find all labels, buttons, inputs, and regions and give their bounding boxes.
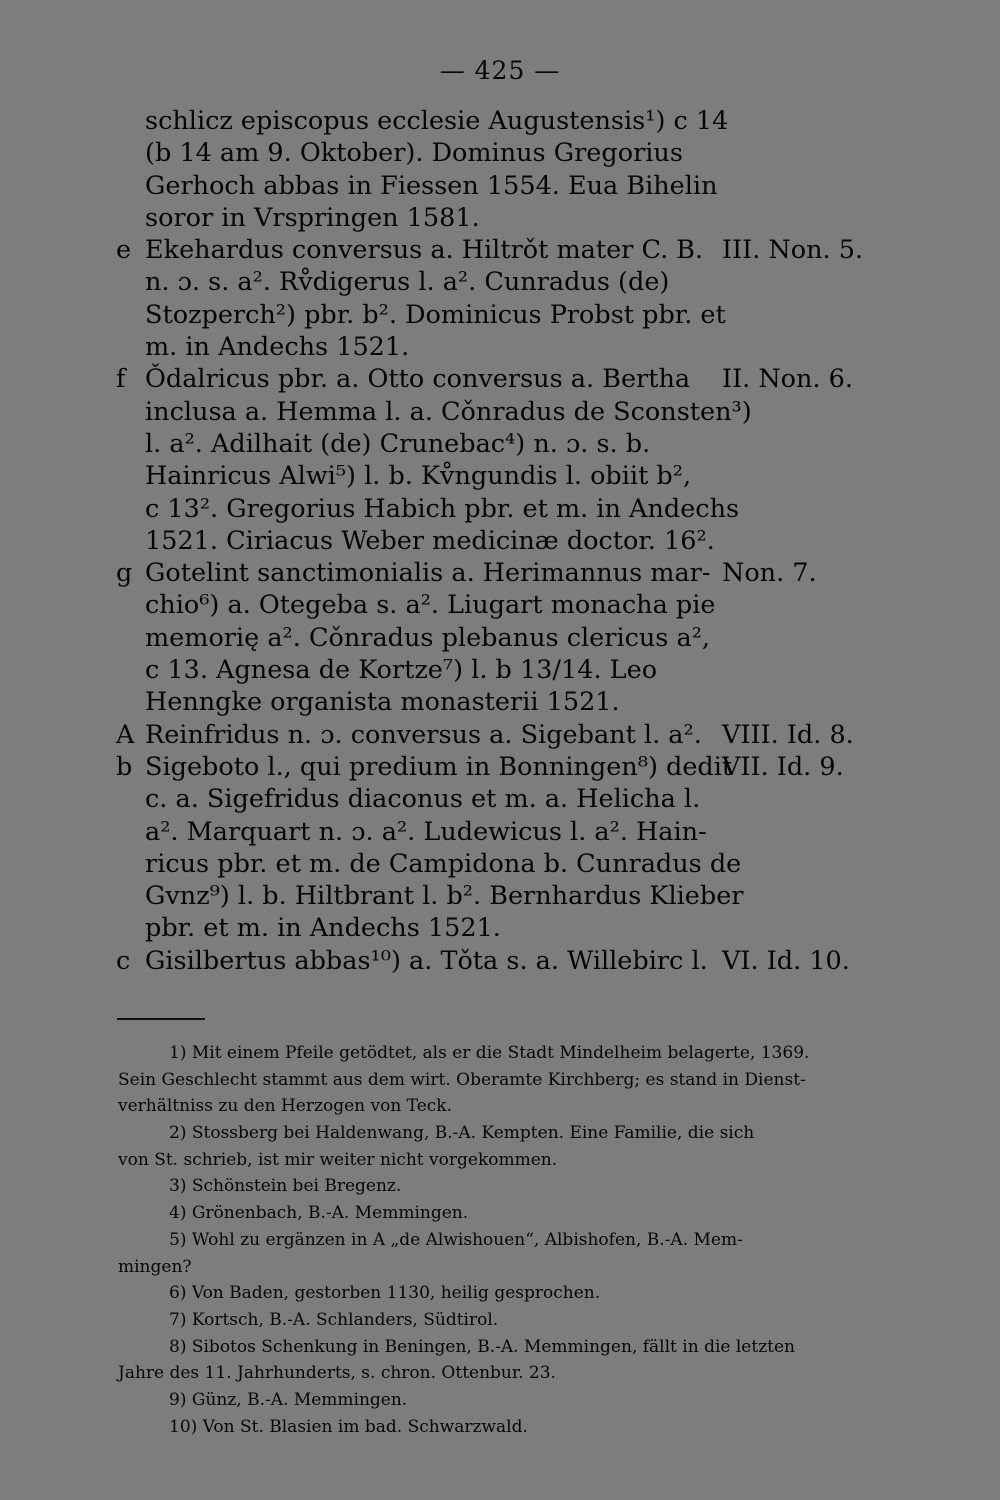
entry-text: Henngke organista monasterii 1521.	[145, 687, 620, 718]
footnote-line: 7) Kortsch, B.-A. Schlanders, Südtirol.	[169, 1309, 499, 1330]
entry-line	[0, 622, 1000, 654]
entry-line	[0, 654, 1000, 686]
footnotes	[0, 1040, 1000, 1440]
entry-text: c 13². Gregorius Habich pbr. et m. in Andechs	[145, 493, 740, 524]
footnote-line: 10) Von St. Blasien im bad. Schwarzwald.	[169, 1416, 528, 1437]
calendar-entry	[0, 234, 1000, 363]
entry-line	[0, 202, 1000, 234]
footnote-divider	[117, 1018, 205, 1020]
calendar-entries	[0, 105, 1000, 977]
entry-line	[0, 363, 1000, 395]
footnote-line: 8) Sibotos Schenkung in Beningen, B.-A. Memmingen, fällt in die letzten	[169, 1336, 795, 1357]
footnote-line: 2) Stossberg bei Haldenwang, B.-A. Kempten. Eine Familie, die sich	[169, 1123, 755, 1144]
footnote-line: 5) Wohl zu ergänzen in A „de Alwishouen“, Albishofen, B.-A. Mem-	[169, 1229, 743, 1250]
entry-text: Ekehardus conversus a. Hiltrǒt mater C. B.	[145, 235, 704, 266]
entry-line	[0, 783, 1000, 815]
entry-line	[0, 557, 1000, 589]
entry-line	[0, 945, 1000, 977]
entry-text: c. a. Sigefridus diaconus et m. a. Helicha l.	[145, 784, 701, 815]
page-number: — 425 —	[439, 56, 561, 85]
calendar-entry	[0, 363, 1000, 557]
footnote-line: 6) Von Baden, gestorben 1130, heilig gesprochen.	[169, 1283, 601, 1304]
entry-text: inclusa a. Hemma l. a. Cǒnradus de Sconsten³)	[145, 396, 752, 427]
roman-date: VII. Id. 9.	[722, 751, 844, 782]
footnote-continuation: von St. schrieb, ist mir weiter nicht vorgekommen.	[118, 1149, 558, 1170]
footnote-continuation: verhältniss zu den Herzogen von Teck.	[118, 1096, 452, 1117]
entry-text: soror in Vrspringen 1581.	[145, 202, 480, 233]
dominical-letter: A	[116, 719, 135, 750]
entry-text: Sigeboto l., qui predium in Bonningen⁸) dedit	[145, 751, 733, 782]
roman-date: VI. Id. 10.	[722, 945, 850, 976]
entry-text: Stozperch²) pbr. b². Dominicus Probst pbr. et	[145, 299, 726, 330]
entry-line	[0, 266, 1000, 298]
entry-text: 1521. Ciriacus Weber medicinæ doctor. 16².	[145, 525, 715, 556]
entry-text: Ǒdalricus pbr. a. Otto conversus a. Bertha	[145, 364, 691, 395]
dominical-letter: f	[116, 364, 126, 395]
entry-line	[0, 170, 1000, 202]
entry-text: chio⁶) a. Otegeba s. a². Liugart monacha pie	[145, 590, 716, 621]
entry-text: a². Marquart n. ɔ. a². Ludewicus l. a². Hain-	[145, 816, 707, 847]
entry-line	[0, 719, 1000, 751]
entry-line	[0, 460, 1000, 492]
entry-text: pbr. et m. in Andechs 1521.	[145, 913, 501, 944]
entry-text: Gisilbertus abbas¹⁰) a. Tǒta s. a. Willebirc l.	[145, 945, 708, 976]
entry-text: n. ɔ. s. a². Rv̊digerus l. a². Cunradus (de)	[145, 267, 670, 298]
entry-line	[0, 105, 1000, 137]
entry-text: Gerhoch abbas in Fiessen 1554. Eua Bihelin	[145, 170, 718, 201]
calendar-entry	[0, 105, 1000, 234]
calendar-entry	[0, 945, 1000, 977]
entry-line	[0, 428, 1000, 460]
entry-text: m. in Andechs 1521.	[145, 332, 410, 363]
footnote-line: 3) Schönstein bei Bregenz.	[169, 1176, 402, 1197]
entry-text: Gvnz⁹) l. b. Hiltbrant l. b². Bernhardus Klieber	[145, 881, 744, 912]
entry-text: memorię a². Cǒnradus plebanus clericus a²,	[145, 622, 711, 653]
footnote-continuation: mingen?	[118, 1256, 192, 1277]
footnote-continuation: Jahre des 11. Jahrhunderts, s. chron. Ottenbur. 23.	[118, 1363, 556, 1384]
entry-text: Gotelint sanctimonialis a. Herimannus mar-	[145, 558, 711, 589]
calendar-entry	[0, 557, 1000, 718]
dominical-letter: e	[116, 235, 132, 266]
entry-line	[0, 331, 1000, 363]
entry-line	[0, 299, 1000, 331]
entry-line	[0, 848, 1000, 880]
entry-text: Hainricus Alwi⁵) l. b. Kv̊ngundis l. obiit b²,	[145, 461, 692, 492]
footnote-line: 1) Mit einem Pfeile getödtet, als er die Stadt Mindelheim belagerte, 1369.	[169, 1043, 810, 1063]
entry-line	[0, 912, 1000, 944]
entry-line	[0, 396, 1000, 428]
entry-line	[0, 525, 1000, 557]
dominical-letter: c	[116, 945, 131, 976]
entry-line	[0, 137, 1000, 169]
entry-text: schlicz episcopus ecclesie Augustensis¹) c 14	[145, 106, 729, 136]
dominical-letter: b	[116, 751, 133, 782]
roman-date: VIII. Id. 8.	[722, 719, 854, 750]
entry-text: (b 14 am 9. Oktober). Dominus Gregorius	[145, 138, 683, 169]
calendar-entry	[0, 719, 1000, 751]
footnote-line: 4) Grönenbach, B.-A. Memmingen.	[169, 1203, 469, 1224]
footnote-continuation: Sein Geschlecht stammt aus dem wirt. Oberamte Kirchberg; es stand in Dienst-	[118, 1069, 806, 1090]
entry-text: l. a². Adilhait (de) Crunebac⁴) n. ɔ. s. b.	[145, 428, 651, 459]
entry-line	[0, 589, 1000, 621]
entry-line	[0, 686, 1000, 718]
entry-line	[0, 234, 1000, 266]
footnote-line: 9) Günz, B.-A. Memmingen.	[169, 1389, 408, 1410]
entry-line	[0, 880, 1000, 912]
entry-line	[0, 816, 1000, 848]
entry-line	[0, 751, 1000, 783]
calendar-entry	[0, 751, 1000, 945]
roman-date: III. Non. 5.	[722, 235, 864, 266]
dominical-letter: g	[116, 558, 133, 589]
roman-date: Non. 7.	[722, 558, 817, 589]
entry-text: ricus pbr. et m. de Campidona b. Cunradus de	[145, 848, 742, 879]
entry-line	[0, 493, 1000, 525]
roman-date: II. Non. 6.	[722, 364, 853, 395]
entry-text: c 13. Agnesa de Kortze⁷) l. b 13/14. Leo	[145, 655, 658, 686]
entry-text: Reinfridus n. ɔ. conversus a. Sigebant l. a².	[145, 719, 702, 750]
